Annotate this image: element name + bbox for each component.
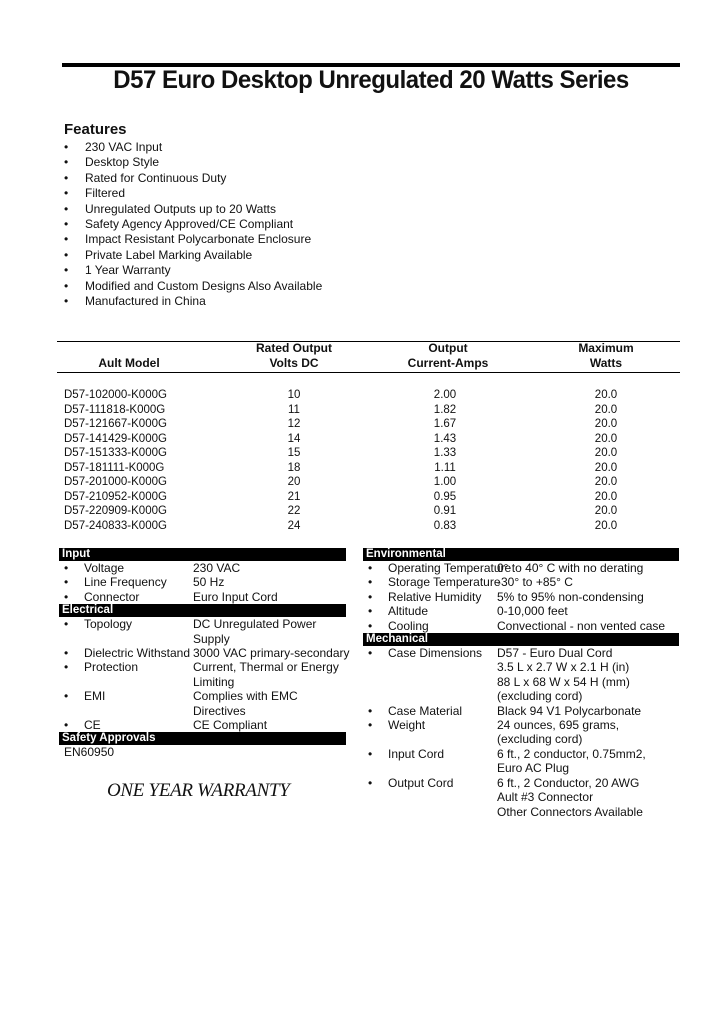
- spec-label: Protection: [84, 660, 139, 675]
- watts-cell: 20.0: [594, 461, 618, 474]
- table-row: [64, 475, 680, 490]
- feature-item: [64, 202, 322, 217]
- feature-text: Rated for Continuous Duty: [85, 170, 227, 185]
- electrical-spec-row: [59, 689, 346, 718]
- feature-text: 230 VAC Input: [85, 140, 163, 154]
- bullet-icon: •: [64, 293, 69, 308]
- bullet-icon: •: [64, 216, 69, 231]
- bullet-icon: •: [64, 561, 69, 575]
- input-spec-row: [59, 590, 346, 604]
- spec-value: D57 - Euro Dual Cord: [497, 646, 613, 661]
- feature-text: Private Label Marking Available: [85, 247, 253, 262]
- amps-cell: 1.82: [433, 403, 457, 416]
- amps-cell: 0.91: [433, 505, 457, 517]
- volts-cell: 10: [287, 389, 301, 401]
- model-cell: D57-220909-K000G: [64, 505, 167, 517]
- environmental-spec-row: [363, 561, 679, 575]
- feature-item: [64, 263, 322, 278]
- environmental-spec-row: [363, 590, 679, 604]
- electrical-spec-row: [59, 660, 346, 689]
- spec-label: Case Dimensions: [388, 646, 483, 661]
- bullet-icon: •: [64, 247, 69, 262]
- bullet-icon: •: [368, 618, 373, 633]
- amps-cell: 0.95: [433, 490, 457, 503]
- header-model: Ault Model: [98, 356, 160, 370]
- table-row: [64, 519, 680, 534]
- spec-value: Ault #3 Connector: [497, 790, 594, 805]
- model-cell: D57-201000-K000G: [64, 476, 167, 488]
- table-row: [64, 388, 680, 403]
- feature-item: [64, 248, 322, 263]
- spec-label: Case Material: [388, 703, 463, 718]
- input-spec-row: [59, 575, 346, 589]
- feature-text: Desktop Style: [85, 155, 160, 170]
- safety-value: EN60950: [64, 745, 115, 760]
- table-row: [64, 461, 680, 476]
- mechanical-spec-row: [363, 718, 679, 747]
- bullet-icon: •: [368, 589, 373, 604]
- spec-value: 24 ounces, 695 grams,: [497, 718, 620, 733]
- feature-item: [64, 279, 322, 294]
- bullet-icon: •: [64, 575, 69, 590]
- header-volts: [229, 341, 359, 371]
- watts-cell: 20.0: [594, 432, 618, 445]
- input-heading: Input: [59, 548, 346, 561]
- volts-cell: 18: [287, 461, 301, 474]
- feature-text: Safety Agency Approved/CE Compliant: [85, 216, 294, 231]
- bullet-icon: •: [64, 201, 69, 216]
- spec-label: Altitude: [388, 604, 429, 619]
- table-row: [64, 417, 680, 432]
- spec-value: (excluding cord): [497, 689, 583, 704]
- bullet-icon: •: [64, 689, 69, 704]
- bullet-icon: •: [64, 140, 69, 154]
- header-watts-line2: Watts: [589, 356, 623, 370]
- model-table-body: [64, 388, 680, 533]
- model-cell: D57-102000-K000G: [64, 389, 167, 401]
- spec-value: DC Unregulated Power: [193, 617, 317, 632]
- bullet-icon: •: [368, 604, 373, 619]
- spec-value: 3.5 L x 2.7 W x 2.1 H (in): [497, 660, 630, 675]
- bullet-icon: •: [368, 561, 373, 575]
- bullet-icon: •: [64, 660, 69, 675]
- spec-label: Input Cord: [388, 746, 445, 761]
- spec-label: Weight: [388, 718, 426, 733]
- table-row: [64, 403, 680, 418]
- mechanical-spec-row: [363, 747, 679, 776]
- amps-cell: 2.00: [433, 389, 457, 401]
- watts-cell: 20.0: [594, 476, 618, 488]
- bullet-icon: •: [368, 646, 373, 661]
- spec-value: 50 Hz: [193, 575, 225, 590]
- spec-label: EMI: [84, 689, 106, 704]
- left-spec-column: [59, 548, 350, 760]
- table-row: [64, 504, 680, 519]
- table-row: [64, 490, 680, 505]
- table-row: [64, 432, 680, 447]
- volts-cell: 21: [287, 490, 301, 503]
- spec-label: Line Frequency: [84, 575, 167, 590]
- bullet-icon: •: [64, 170, 69, 185]
- model-cell: D57-151333-K000G: [64, 447, 167, 459]
- header-watts: [541, 341, 671, 371]
- environmental-spec-row: [363, 604, 679, 618]
- spec-value: Convectional - non vented case: [497, 618, 666, 633]
- electrical-spec-row: [59, 617, 346, 646]
- watts-cell: 20.0: [594, 490, 618, 503]
- right-spec-column: [363, 548, 679, 819]
- bullet-icon: •: [368, 575, 373, 590]
- feature-item: [64, 294, 322, 309]
- spec-value: Euro AC Plug: [497, 761, 570, 776]
- model-cell: D57-111818-K000G: [64, 403, 166, 416]
- volts-cell: 22: [287, 505, 301, 517]
- spec-value: 0-10,000 feet: [497, 604, 568, 619]
- spec-value: 0° to 40° C with no derating: [497, 561, 644, 575]
- model-cell: D57-121667-K000G: [64, 418, 167, 430]
- header-amps-line2: Current-Amps: [407, 356, 489, 370]
- mechanical-section: [363, 646, 679, 819]
- bullet-icon: •: [64, 617, 69, 632]
- page-title: D57 Euro Desktop Unregulated 20 Watts Series: [113, 66, 629, 94]
- watts-cell: 20.0: [594, 403, 618, 416]
- spec-value: 6 ft., 2 Conductor, 20 AWG: [497, 775, 640, 790]
- spec-value: Complies with EMC: [193, 689, 298, 704]
- bullet-icon: •: [368, 746, 373, 761]
- amps-cell: 1.00: [433, 476, 457, 488]
- feature-item: [64, 217, 322, 232]
- spec-value: 5% to 95% non-condensing: [497, 589, 644, 604]
- volts-cell: 14: [287, 432, 301, 445]
- mechanical-spec-row: [363, 776, 679, 819]
- feature-text: Unregulated Outputs up to 20 Watts: [85, 201, 276, 216]
- spec-value: Black 94 V1 Polycarbonate: [497, 703, 642, 718]
- watts-cell: 20.0: [594, 389, 618, 401]
- feature-item: [64, 155, 322, 170]
- environmental-section: [363, 561, 679, 633]
- feature-item: [64, 140, 322, 155]
- amps-cell: 1.33: [433, 447, 457, 459]
- model-cell: D57-210952-K000G: [64, 490, 167, 503]
- spec-label: Dielectric Withstand: [84, 646, 191, 661]
- spec-value: 6 ft., 2 conductor, 0.75mm2,: [497, 746, 646, 761]
- spec-label: CE: [84, 718, 101, 733]
- header-amps: [383, 341, 513, 371]
- spec-value: Euro Input Cord: [193, 589, 278, 604]
- spec-value: CE Compliant: [193, 718, 268, 733]
- input-section: [59, 561, 346, 604]
- electrical-spec-row: [59, 718, 346, 732]
- watts-cell: 20.0: [594, 505, 618, 517]
- model-cell: D57-181111-K000G: [64, 461, 165, 474]
- feature-text: Impact Resistant Polycarbonate Enclosure: [85, 232, 312, 247]
- spec-value: Directives: [193, 703, 246, 718]
- spec-value: 3000 VAC primary-secondary: [193, 646, 350, 661]
- bullet-icon: •: [64, 263, 69, 278]
- amps-cell: 1.67: [433, 418, 457, 430]
- spec-label: Voltage: [84, 561, 125, 575]
- environmental-heading: Environmental: [363, 548, 679, 561]
- spec-value: 230 VAC: [193, 561, 241, 575]
- feature-text: Filtered: [85, 186, 126, 201]
- safety-heading: Safety Approvals: [59, 732, 346, 745]
- spec-value: (excluding cord): [497, 732, 583, 747]
- spec-label: Connector: [84, 589, 140, 604]
- spec-label: Output Cord: [388, 775, 454, 790]
- bullet-icon: •: [368, 775, 373, 790]
- volts-cell: 12: [287, 418, 301, 430]
- environmental-spec-row: [363, 575, 679, 589]
- bullet-icon: •: [64, 186, 69, 201]
- bullet-icon: •: [64, 589, 69, 604]
- spec-label: Cooling: [388, 618, 429, 633]
- model-cell: D57-240833-K000G: [64, 519, 167, 532]
- amps-cell: 1.11: [434, 461, 456, 474]
- feature-text: Manufactured in China: [85, 293, 206, 308]
- spec-value: -30° to +85° C: [497, 575, 573, 590]
- table-row: [64, 446, 680, 461]
- spec-value: Limiting: [193, 674, 235, 689]
- input-spec-row: [59, 561, 346, 575]
- watts-cell: 20.0: [594, 447, 618, 459]
- header-volts-line2: Volts DC: [269, 356, 319, 370]
- feature-text: 1 Year Warranty: [85, 263, 171, 278]
- bullet-icon: •: [64, 718, 69, 733]
- amps-cell: 0.83: [433, 519, 457, 532]
- volts-cell: 20: [287, 476, 301, 488]
- mechanical-spec-row: [363, 704, 679, 718]
- bullet-icon: •: [64, 155, 69, 170]
- header-volts-line1: Rated Output: [256, 341, 332, 355]
- warranty-banner: ONE YEAR WARRANTY: [107, 780, 290, 801]
- watts-cell: 20.0: [594, 418, 618, 430]
- mechanical-heading: Mechanical: [363, 633, 679, 646]
- electrical-section: [59, 617, 350, 733]
- bullet-icon: •: [64, 278, 69, 293]
- bullet-icon: •: [368, 703, 373, 718]
- volts-cell: 15: [287, 447, 301, 459]
- spec-label: Operating Temperature: [388, 561, 512, 575]
- features-heading: Features: [64, 121, 127, 138]
- electrical-spec-row: [59, 646, 350, 661]
- bullet-icon: •: [64, 646, 69, 661]
- volts-cell: 11: [288, 403, 300, 416]
- features-list: [64, 140, 322, 309]
- spec-value: 88 L x 68 W x 54 H (mm): [497, 674, 630, 689]
- table-header-rule: [57, 372, 680, 373]
- spec-value: Other Connectors Available: [497, 804, 643, 819]
- feature-item: [64, 186, 322, 201]
- electrical-heading: Electrical: [59, 604, 346, 617]
- model-cell: D57-141429-K000G: [64, 432, 167, 445]
- amps-cell: 1.43: [433, 432, 457, 445]
- feature-item: [64, 232, 322, 247]
- spec-value: Current, Thermal or Energy: [193, 660, 339, 675]
- mechanical-spec-row: [363, 646, 679, 704]
- header-watts-line1: Maximum: [578, 341, 634, 355]
- bullet-icon: •: [368, 718, 373, 733]
- spec-label: Relative Humidity: [388, 589, 482, 604]
- watts-cell: 20.0: [594, 519, 618, 532]
- environmental-spec-row: [363, 619, 679, 633]
- feature-text: Modified and Custom Designs Also Available: [85, 278, 323, 293]
- spec-label: Topology: [84, 617, 133, 632]
- bullet-icon: •: [64, 232, 69, 247]
- spec-value: Supply: [193, 631, 230, 646]
- feature-item: [64, 171, 322, 186]
- volts-cell: 24: [287, 519, 301, 532]
- spec-label: Storage Temperature: [388, 575, 501, 590]
- header-amps-line1: Output: [428, 341, 468, 355]
